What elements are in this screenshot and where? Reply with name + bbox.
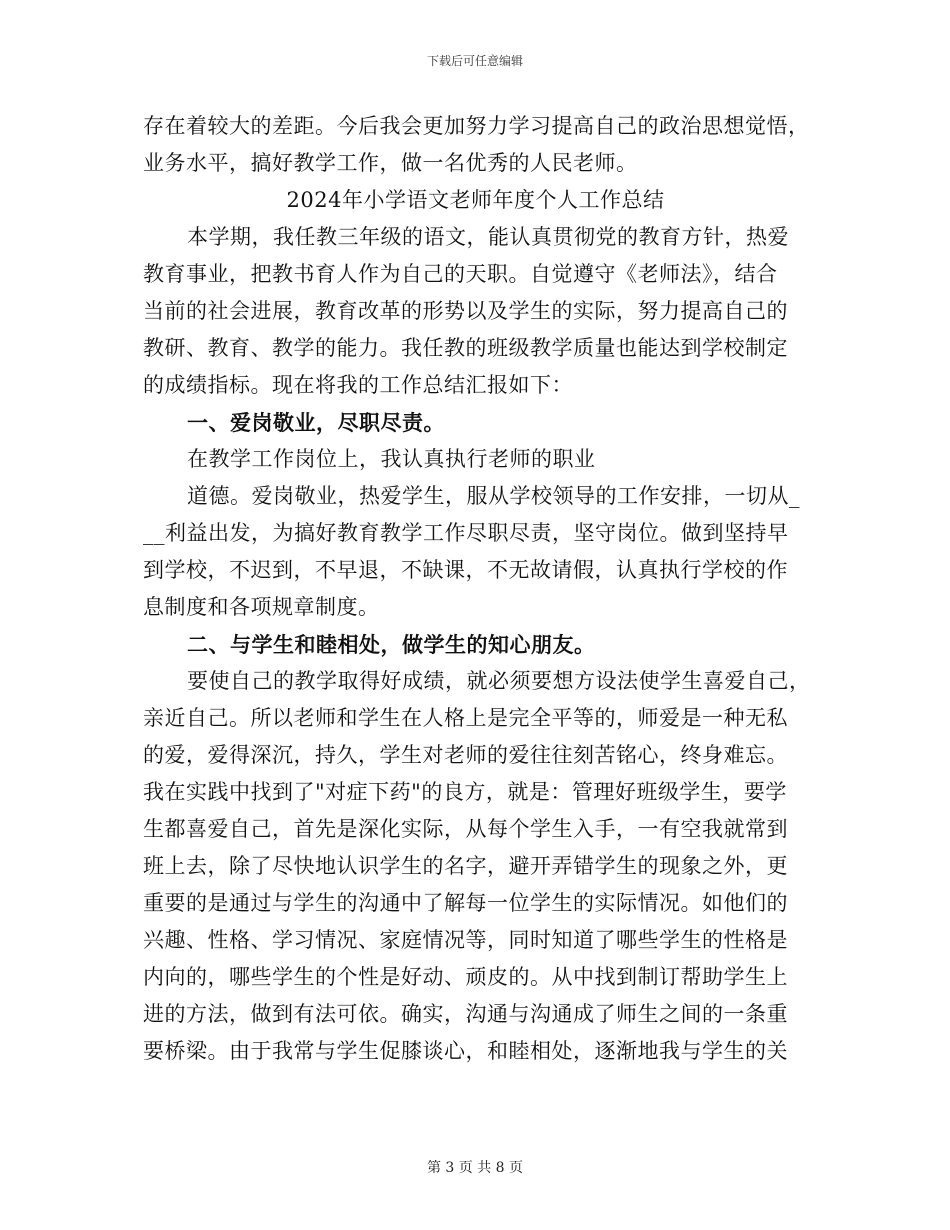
body-line: 要使自己的教学取得好成绩，就必须要想方设法使学生喜爱自己， (187, 669, 811, 693)
body-line: 的爱，爱得深沉，持久，学生对老师的爱往往刻苦铭心，终身难忘。 (143, 743, 788, 767)
section-heading-2: 二、与学生和睦相处，做学生的知心朋友。 (187, 632, 596, 657)
body-line: 的成绩指标。现在将我的工作总结汇报如下： (143, 373, 573, 397)
body-line: 生都喜爱自己，首先是深化实际，从每个学生入手，一有空我就常到 (143, 817, 788, 841)
body-line: 教研、教育、教学的能力。我任教的班级教学质量也能达到学校制定 (143, 336, 788, 360)
document-title: 2024年小学语文老师年度个人工作总结 (286, 188, 665, 212)
page-header-note: 下载后可任意编辑 (426, 54, 523, 68)
body-line: 在教学工作岗位上，我认真执行老师的职业 (187, 447, 596, 471)
body-line: 业务水平，搞好教学工作，做一名优秀的人民老师。 (143, 151, 638, 175)
body-line: 当前的社会进展，教育改革的形势以及学生的实际，努力提高自己的 (143, 299, 788, 323)
body-line: 进的方法，做到有法可依。确实，沟通与沟通成了师生之间的一条重 (143, 1002, 788, 1026)
body-line: 息制度和各项规章制度。 (143, 595, 380, 619)
body-line: 要桥梁。由于我常与学生促膝谈心，和睦相处，逐渐地我与学生的关 (143, 1039, 788, 1063)
body-line: 重要的是通过与学生的沟通中了解每一位学生的实际情况。如他们的 (143, 891, 788, 915)
document-body (143, 108, 811, 1070)
body-line: 道德。爱岗敬业，热爱学生，服从学校领导的工作安排，一切从_ (187, 484, 800, 508)
section-heading-1: 一、爱岗敬业，尽职尽责。 (187, 410, 445, 435)
body-line: __利益出发，为搞好教育教学工作尽职尽责，坚守岗位。做到坚持早 (143, 521, 789, 545)
body-line: 亲近自己。所以老师和学生在人格上是完全平等的，师爱是一种无私 (143, 706, 788, 730)
page-number: 第 3 页 共 8 页 (426, 1160, 524, 1176)
body-line: 到学校，不迟到，不早退，不缺课，不无故请假，认真执行学校的作 (143, 558, 788, 582)
body-line: 存在着较大的差距。今后我会更加努力学习提高自己的政治思想觉悟， (143, 114, 810, 138)
body-line: 教育事业，把教书育人作为自己的天职。自觉遵守《老师法》，结合 (143, 262, 778, 286)
body-line: 本学期，我任教三年级的语文，能认真贯彻党的教育方针，热爱 (187, 225, 789, 249)
body-line: 我在实践中找到了"对症下药"的良方，就是：管理好班级学生，要学 (143, 780, 787, 804)
body-line: 内向的，哪些学生的个性是好动、顽皮的。从中找到制订帮助学生上 (143, 965, 788, 989)
body-line: 兴趣、性格、学习情况、家庭情况等，同时知道了哪些学生的性格是 (143, 928, 788, 952)
body-line: 班上去，除了尽快地认识学生的名字，避开弄错学生的现象之外，更 (143, 854, 788, 878)
